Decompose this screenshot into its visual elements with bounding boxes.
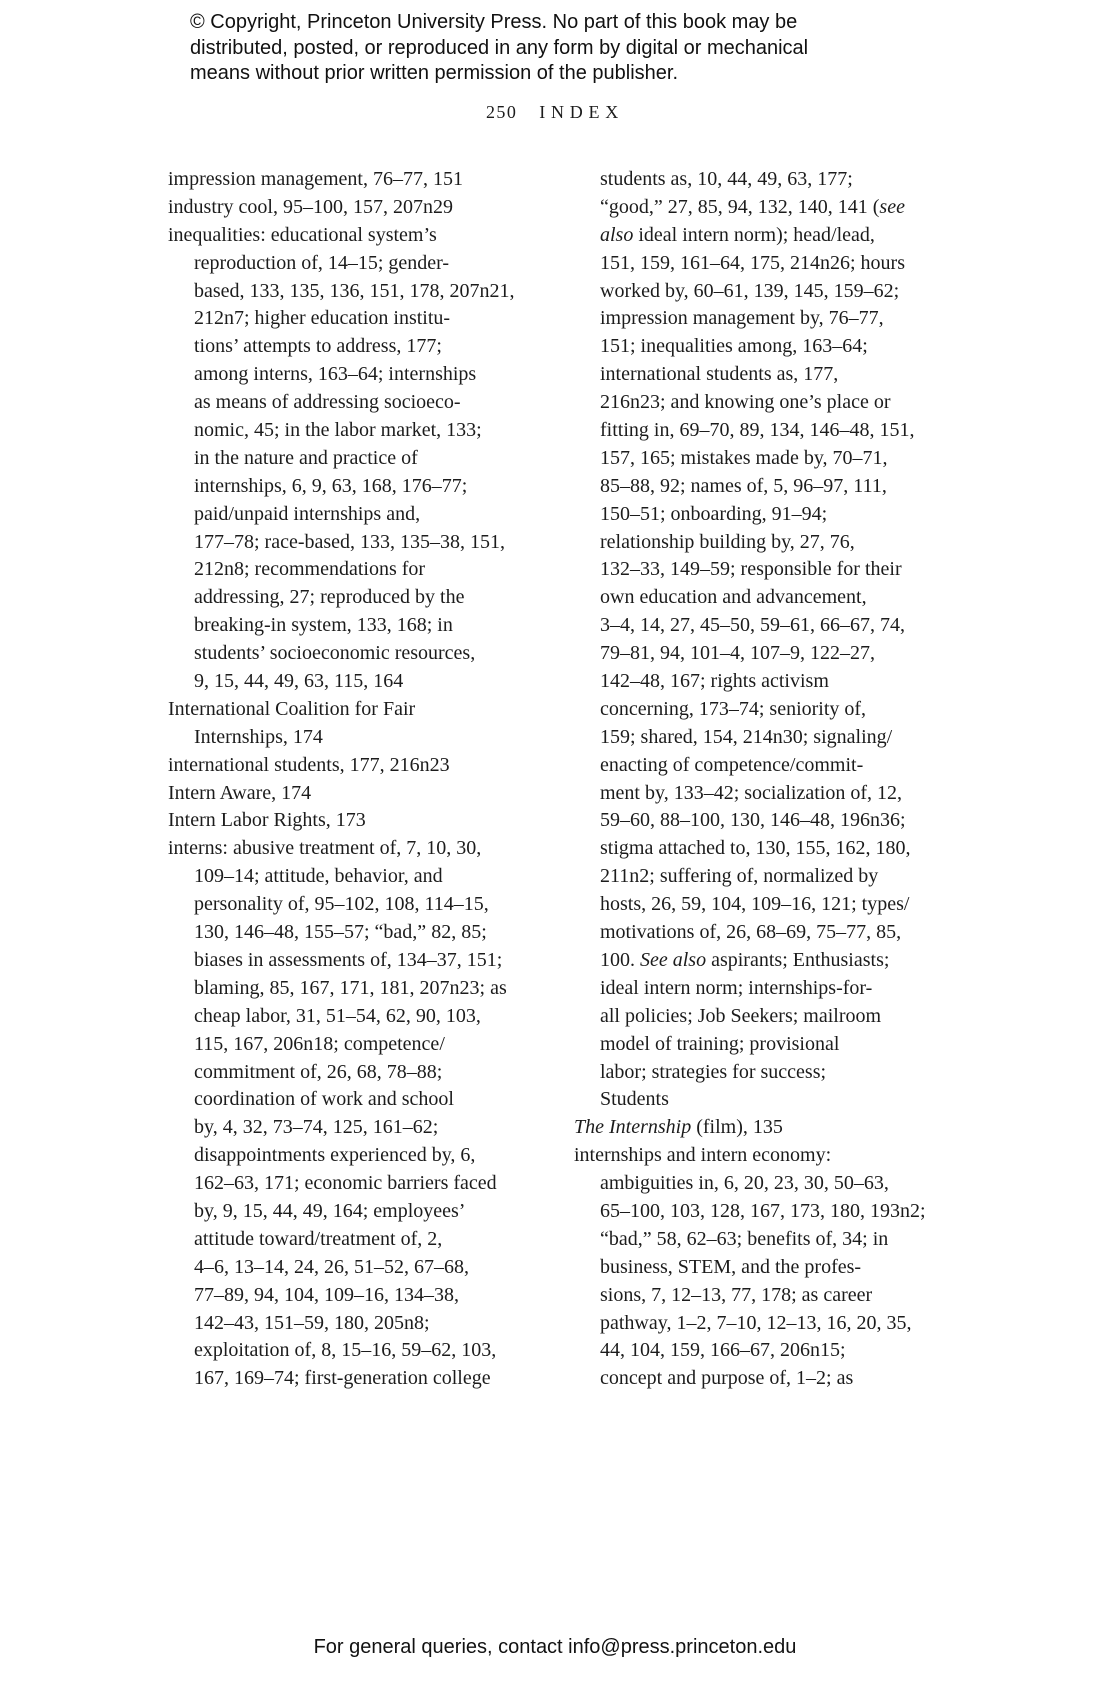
index-line: inequalities: educational system’s — [168, 223, 437, 246]
index-line: concerning, 173–74; seniority of, — [600, 697, 867, 720]
index-line: concept and purpose of, 1–2; as — [600, 1367, 854, 1390]
index-line: 151; inequalities among, 163–64; — [600, 335, 868, 358]
index-line: own education and advancement, — [600, 586, 867, 609]
index-line: 212n8; recommendations for — [194, 558, 426, 581]
index-line: also ideal intern norm); head/lead, — [600, 223, 875, 246]
index-line: 100. See also aspirants; Enthusiasts; — [600, 948, 890, 971]
index-line: 142–43, 151–59, 180, 205n8; — [194, 1311, 430, 1334]
index-line: sions, 7, 12–13, 77, 178; as career — [600, 1283, 873, 1306]
index-line: 115, 167, 206n18; competence/ — [194, 1032, 445, 1055]
index-title: INDEX — [539, 102, 625, 122]
index-line: impression management by, 76–77, — [600, 307, 884, 330]
index-line: based, 133, 135, 136, 151, 178, 207n21, — [194, 279, 515, 302]
index-line: ambiguities in, 6, 20, 23, 30, 50–63, — [600, 1172, 889, 1195]
index-left-column — [168, 166, 515, 1393]
index-line: internships, 6, 9, 63, 168, 176–77; — [194, 474, 468, 497]
index-line: 177–78; race-based, 133, 135–38, 151, — [194, 530, 506, 553]
copyright-line: means without prior written permission of the publisher. — [190, 62, 679, 84]
index-line: hosts, 26, 59, 104, 109–16, 121; types/ — [600, 893, 910, 916]
index-line: breaking-in system, 133, 168; in — [194, 614, 453, 637]
index-line: labor; strategies for success; — [600, 1060, 827, 1083]
index-line: ment by, 133–42; socialization of, 12, — [600, 781, 902, 804]
index-line: all policies; Job Seekers; mailroom — [600, 1004, 882, 1027]
index-line: in the nature and practice of — [194, 446, 418, 469]
index-line: blaming, 85, 167, 171, 181, 207n23; as — [194, 976, 507, 999]
index-line: 132–33, 149–59; responsible for their — [600, 558, 902, 581]
index-line: disappointments experienced by, 6, — [194, 1144, 476, 1167]
index-line: students’ socioeconomic resources, — [194, 642, 476, 665]
index-line: commitment of, 26, 68, 78–88; — [194, 1060, 443, 1083]
index-line: Intern Aware, 174 — [168, 781, 312, 804]
index-line: coordination of work and school — [194, 1088, 454, 1111]
index-line: 77–89, 94, 104, 109–16, 134–38, — [194, 1283, 459, 1306]
index-line: students as, 10, 44, 49, 63, 177; — [600, 168, 853, 190]
footer-contact-text: For general queries, contact info@press.princeton.edu — [313, 1636, 797, 1658]
copyright-line: distributed, posted, or reproduced in any form by digital or mechanical — [190, 36, 809, 59]
index-line: 216n23; and knowing one’s place or — [600, 391, 891, 414]
index-line: stigma attached to, 130, 155, 162, 180, — [600, 837, 911, 860]
index-line: paid/unpaid internships and, — [194, 502, 421, 525]
index-line: attitude toward/treatment of, 2, — [194, 1227, 443, 1250]
index-line: pathway, 1–2, 7–10, 12–13, 16, 20, 35, — [600, 1311, 912, 1334]
index-line: Students — [600, 1088, 669, 1111]
index-line: international students as, 177, — [600, 363, 839, 386]
index-line: cheap labor, 31, 51–54, 62, 90, 103, — [194, 1004, 481, 1027]
index-line: 157, 165; mistakes made by, 70–71, — [600, 446, 888, 469]
index-line: 4–6, 13–14, 24, 26, 51–52, 67–68, — [194, 1255, 469, 1278]
index-line: reproduction of, 14–15; gender- — [194, 251, 450, 274]
index-line: The Internship (film), 135 — [574, 1116, 783, 1139]
index-line: Intern Labor Rights, 173 — [168, 809, 366, 832]
index-line: motivations of, 26, 68–69, 75–77, 85, — [600, 921, 902, 944]
index-line: “bad,” 58, 62–63; benefits of, 34; in — [600, 1227, 889, 1250]
index-line: personality of, 95–102, 108, 114–15, — [194, 893, 489, 916]
index-line: by, 9, 15, 44, 49, 164; employees’ — [194, 1199, 466, 1222]
index-line: 162–63, 171; economic barriers faced — [194, 1172, 497, 1195]
copyright-notice — [190, 10, 808, 87]
index-line: fitting in, 69–70, 89, 134, 146–48, 151, — [600, 419, 915, 442]
page-header — [0, 102, 1100, 123]
index-line: biases in assessments of, 134–37, 151; — [194, 948, 503, 971]
index-line: 85–88, 92; names of, 5, 96–97, 111, — [600, 474, 887, 497]
index-line: worked by, 60–61, 139, 145, 159–62; — [600, 279, 900, 302]
index-line: industry cool, 95–100, 157, 207n29 — [168, 195, 453, 218]
index-line: 79–81, 94, 101–4, 107–9, 122–27, — [600, 642, 875, 665]
index-line: 212n7; higher education institu- — [194, 307, 451, 330]
index-line: ideal intern norm; internships-for- — [600, 976, 873, 999]
index-line: 150–51; onboarding, 91–94; — [600, 502, 828, 525]
index-line: nomic, 45; in the labor market, 133; — [194, 419, 482, 442]
index-line: 3–4, 14, 27, 45–50, 59–61, 66–67, 74, — [600, 614, 905, 637]
copyright-line: © Copyright, Princeton University Press. No part of this book may be — [190, 11, 798, 33]
index-line: by, 4, 32, 73–74, 125, 161–62; — [194, 1116, 439, 1139]
index-line: impression management, 76–77, 151 — [168, 168, 463, 190]
index-line: internships and intern economy: — [574, 1144, 832, 1167]
index-line: 159; shared, 154, 214n30; signaling/ — [600, 725, 893, 748]
page-number: 250 — [485, 102, 518, 122]
index-line: relationship building by, 27, 76, — [600, 530, 855, 553]
index-line: 109–14; attitude, behavior, and — [194, 865, 443, 888]
index-line: 130, 146–48, 155–57; “bad,” 82, 85; — [194, 921, 487, 944]
index-line: interns: abusive treatment of, 7, 10, 30, — [168, 837, 482, 860]
index-line: 65–100, 103, 128, 167, 173, 180, 193n2; — [600, 1199, 926, 1222]
index-line: tions’ attempts to address, 177; — [194, 335, 442, 358]
index-line: as means of addressing socioeco- — [194, 391, 461, 414]
index-line: exploitation of, 8, 15–16, 59–62, 103, — [194, 1339, 497, 1362]
index-line: Internships, 174 — [194, 725, 323, 748]
index-line: “good,” 27, 85, 94, 132, 140, 141 (see — [600, 195, 905, 218]
index-line: enacting of competence/commit- — [600, 753, 864, 776]
index-line: addressing, 27; reproduced by the — [194, 586, 465, 609]
index-line: 142–48, 167; rights activism — [600, 670, 829, 693]
index-line: International Coalition for Fair — [168, 697, 416, 720]
index-line: 151, 159, 161–64, 175, 214n26; hours — [600, 251, 905, 274]
index-line: 44, 104, 159, 166–67, 206n15; — [600, 1339, 846, 1362]
index-line: 9, 15, 44, 49, 63, 115, 164 — [194, 670, 404, 693]
index-line: 59–60, 88–100, 130, 146–48, 196n36; — [600, 809, 906, 832]
index-line: 167, 169–74; first-generation college — [194, 1367, 491, 1390]
index-line: international students, 177, 216n23 — [168, 753, 450, 776]
index-line: model of training; provisional — [600, 1032, 840, 1055]
index-line: business, STEM, and the profes- — [600, 1255, 862, 1278]
index-line: among interns, 163–64; internships — [194, 363, 477, 386]
index-right-column — [574, 166, 926, 1393]
index-line: 211n2; suffering of, normalized by — [600, 865, 879, 888]
